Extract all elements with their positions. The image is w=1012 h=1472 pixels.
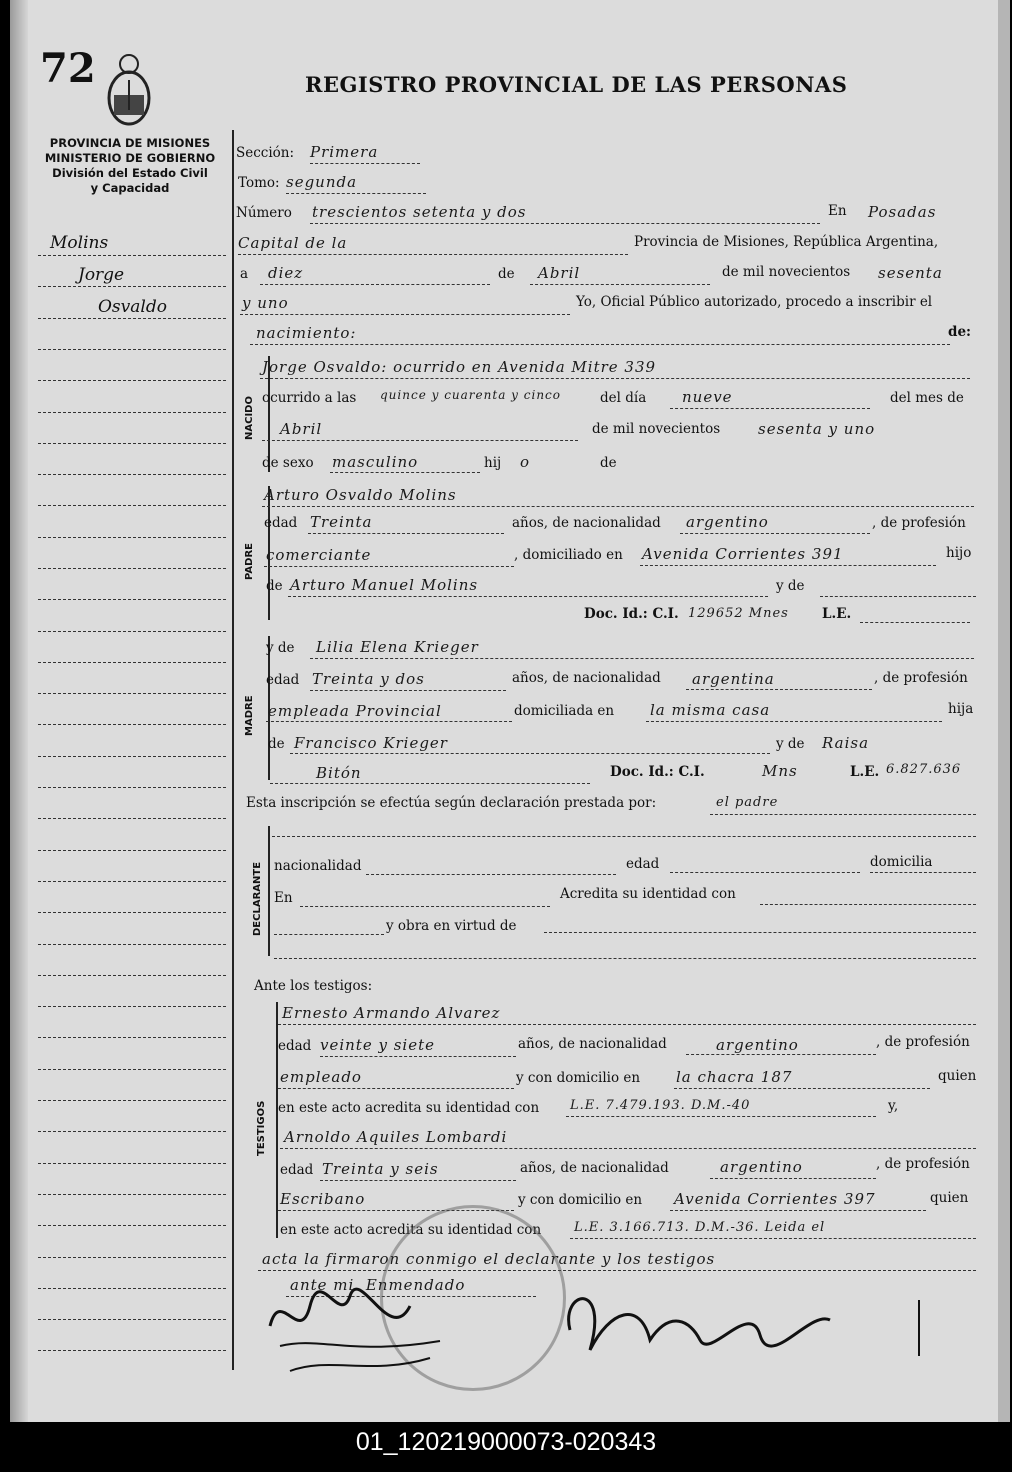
anio-value: sesenta <box>878 264 943 282</box>
ocurrido-label: ocurrido a las <box>262 390 357 406</box>
margin-ruled-line <box>38 631 226 632</box>
t2-edad-label: edad <box>280 1162 314 1178</box>
acto-value: nacimiento: <box>256 324 357 342</box>
margin-ruled-line <box>38 944 226 945</box>
padre-dom: Avenida Corrientes 391 <box>642 545 844 563</box>
margin-ruled-line <box>38 255 226 256</box>
anio-nac-value: sesenta y uno <box>758 420 876 438</box>
anio-cont-line <box>240 314 570 315</box>
acto-line <box>250 344 950 345</box>
margin-ruled-line <box>38 1100 226 1101</box>
margin-ruled-line <box>38 1163 226 1164</box>
obra-label: y obra en virtud de <box>386 918 517 934</box>
margin-ruled-line <box>38 693 226 694</box>
sexo-label: de sexo <box>262 455 314 471</box>
cierre-line-1-rule <box>258 1270 976 1271</box>
madre-prof-line <box>266 721 512 722</box>
t1-acredita-label: en este acto acredita su identidad con <box>278 1100 540 1116</box>
tomo-line <box>286 193 426 194</box>
padre-y-de-label: y de <box>776 578 805 594</box>
sexo-line <box>330 472 480 473</box>
padre-edad-label: edad <box>264 515 298 531</box>
dia-nac-line <box>670 408 870 409</box>
t2-nac-label: años, de nacionalidad <box>520 1160 669 1176</box>
t2-nac: argentino <box>720 1158 803 1176</box>
mes-value: Abril <box>538 264 581 282</box>
seccion-line <box>310 163 420 164</box>
declarante-domicilia-line <box>870 872 976 873</box>
padre-le-label: L.E. <box>822 606 852 622</box>
padre-prof-line <box>264 566 514 567</box>
obra-pre-line <box>274 934 384 935</box>
declarante-en-label: En <box>274 890 293 906</box>
seccion-label: Sección: <box>236 145 295 161</box>
t2-edad: Treinta y seis <box>322 1160 439 1178</box>
madre-edad: Treinta y dos <box>312 670 425 688</box>
margin-ruled-line <box>38 286 226 287</box>
t2-id-line <box>570 1238 976 1239</box>
cierre-line-2: ante mi. Enmendado <box>290 1276 466 1294</box>
acredita-label: Acredita su identidad con <box>560 886 736 902</box>
t2-id: L.E. 3.166.713. D.M.-36. Leida el <box>574 1220 826 1235</box>
issuing-authority: PROVINCIA DE MISIONES MINISTERIO DE GOBIERNO División del Estado Civil y Capacidad <box>44 136 216 195</box>
margin-ruled-line <box>38 912 226 913</box>
anio-cont-value: y uno <box>242 294 289 312</box>
declarante-name-line <box>272 836 976 837</box>
padre-edad: Treinta <box>310 513 373 531</box>
domiciliada-label: domiciliada en <box>514 703 615 719</box>
t1-quien-label: quien <box>938 1068 977 1084</box>
del-mes-label: del mes de <box>890 390 964 406</box>
declarante-nac-label: nacionalidad <box>274 858 362 874</box>
padre-doc-label: Doc. Id.: C.I. <box>584 606 679 622</box>
t2-acredita-label: en este acto acredita su identidad con <box>280 1222 542 1238</box>
margin-surname: Molins <box>50 233 109 253</box>
margin-ruled-line <box>38 505 226 506</box>
folio-number: 72 <box>40 45 96 92</box>
margin-ruled-line <box>38 1069 226 1070</box>
madre-le-label: L.E. <box>850 764 880 780</box>
madre-section-label: MADRE <box>244 695 255 736</box>
lugar-value: Posadas <box>868 203 937 221</box>
margin-first-name: Jorge <box>78 265 125 285</box>
madre-doc-label: Doc. Id.: C.I. <box>610 764 705 780</box>
t2-dom: Avenida Corrientes 397 <box>674 1190 876 1208</box>
t1-id: L.E. 7.479.193. D.M.-40 <box>570 1098 751 1113</box>
margin-ruled-line <box>38 443 226 444</box>
margin-middle-name: Osvaldo <box>98 297 167 317</box>
margin-ruled-line <box>38 975 226 976</box>
t1-prof-line <box>278 1088 514 1089</box>
mes-nac-value: Abril <box>280 420 323 438</box>
signature-declarant <box>260 1286 460 1386</box>
t2-prof: Escribano <box>280 1190 366 1208</box>
nacido-nombre-line <box>260 378 970 379</box>
obra-line <box>544 932 976 933</box>
hijo-label: hijo <box>946 545 972 561</box>
t1-dom: la chacra 187 <box>676 1068 793 1086</box>
padre-ci: 129652 Mnes <box>688 606 789 621</box>
padre-y-de-line <box>820 596 976 597</box>
mil-novecientos-label: de mil novecientos <box>722 264 851 280</box>
madre-edad-line <box>310 690 506 691</box>
capital-line <box>238 254 628 255</box>
de-colon-label: de: <box>948 324 972 340</box>
t1-dom-line <box>674 1088 930 1089</box>
t1-dom-label: y con domicilio en <box>516 1070 641 1086</box>
margin-ruled-line <box>38 756 226 757</box>
margin-ruled-line <box>38 662 226 663</box>
padre-prof-label: , de profesión <box>872 515 966 531</box>
padre-nac-line <box>680 533 870 534</box>
dia-line <box>260 284 490 285</box>
padre-section-label: PADRE <box>244 543 255 580</box>
madre-y-de-line <box>270 783 590 784</box>
coat-of-arms-icon <box>104 50 154 130</box>
madre-ci: Mns <box>762 762 798 780</box>
declarante-extra-line <box>274 958 976 959</box>
signature-official <box>550 1280 850 1370</box>
margin-ruled-line <box>38 724 226 725</box>
t2-quien-label: quien <box>930 1190 969 1206</box>
t2-nombre-line <box>280 1148 976 1149</box>
madre-nac: argentina <box>692 670 775 688</box>
de-label: de <box>498 266 515 282</box>
madre-prof: empleada Provincial <box>268 702 442 720</box>
margin-ruled-line <box>38 1350 226 1351</box>
dia-nac-value: nueve <box>682 388 733 406</box>
margin-ruled-line <box>38 380 226 381</box>
domiciliado-label: , domiciliado en <box>514 547 623 563</box>
dia-value: diez <box>268 264 304 282</box>
padre-dom-line <box>640 565 936 566</box>
margin-ruled-line <box>38 537 226 538</box>
t1-id-line <box>566 1116 876 1117</box>
padre-le-line <box>860 622 970 623</box>
t2-prof-label: , de profesión <box>876 1156 970 1172</box>
margin-ruled-line <box>38 787 226 788</box>
en-label: En <box>828 203 847 219</box>
t2-nac-line <box>710 1178 876 1179</box>
padre-de-line <box>288 596 768 597</box>
margin-ruled-line <box>38 599 226 600</box>
t1-edad: veinte y siete <box>320 1036 436 1054</box>
padre-de-label: de <box>266 578 283 594</box>
signature-mark <box>918 1300 920 1356</box>
nacido-nombre: Jorge Osvaldo: ocurrido en Avenida Mitre 339 <box>262 358 657 376</box>
file-identifier: 01_120219000073-020343 <box>355 1428 657 1456</box>
mil-nov-label: de mil novecientos <box>592 421 721 437</box>
t2-edad-line <box>320 1180 516 1181</box>
margin-ruled-line <box>38 1225 226 1226</box>
madre-y-de-label: y de <box>266 640 295 656</box>
margin-ruled-line <box>38 1319 226 1320</box>
hija-label: hija <box>948 701 974 717</box>
padre-de: Arturo Manuel Molins <box>290 576 479 594</box>
madre-le: 6.827.636 <box>886 762 962 777</box>
t1-y-label: y, <box>888 1098 899 1114</box>
madre-y-de-value: Raisa <box>822 734 870 752</box>
t1-nombre-line <box>278 1024 976 1025</box>
madre-edad-label: edad <box>266 672 300 688</box>
hij-label: hij <box>484 455 502 471</box>
t1-nac: argentino <box>716 1036 799 1054</box>
nacido-section-label: NACIDO <box>244 396 255 440</box>
declarante-line <box>710 814 976 815</box>
t1-edad-line <box>320 1056 516 1057</box>
t2-dom-label: y con domicilio en <box>518 1192 643 1208</box>
madre-y-de-value-2: Bitón <box>316 764 362 782</box>
t1-prof-label: , de profesión <box>876 1034 970 1050</box>
margin-ruled-line <box>38 412 226 413</box>
padre-edad-line <box>308 533 504 534</box>
margin-ruled-line <box>38 568 226 569</box>
padre-nombre-line <box>262 506 974 507</box>
hij-suffix: o <box>520 453 531 471</box>
numero-value: trescientos setenta y dos <box>312 203 527 221</box>
page-binding-edge <box>10 0 28 1422</box>
madre-de: Francisco Krieger <box>294 734 448 752</box>
inscripcion-label: Esta inscripción se efectúa según declaración prestada por: <box>246 795 657 811</box>
oficial-statement: Yo, Oficial Público autorizado, procedo a inscribir el <box>576 294 933 310</box>
margin-ruled-line <box>38 349 226 350</box>
padre-nombre: Arturo Osvaldo Molins <box>264 486 457 504</box>
margin-ruled-line <box>38 1006 226 1007</box>
padre-nac-label: años, de nacionalidad <box>512 515 661 531</box>
madre-nac-label: años, de nacionalidad <box>512 670 661 686</box>
declarante-edad-label: edad <box>626 856 660 872</box>
margin-ruled-line <box>38 818 226 819</box>
mes-line <box>530 284 710 285</box>
padre-prof: comerciante <box>266 546 372 564</box>
provincia-label: Provincia de Misiones, República Argentina, <box>634 234 939 250</box>
seccion-value: Primera <box>310 143 379 161</box>
tomo-label: Tomo: <box>238 175 280 191</box>
t1-prof: empleado <box>280 1068 362 1086</box>
madre-y-de-2-label: y de <box>776 736 805 752</box>
mes-nac-line <box>262 440 578 441</box>
tomo-value: segunda <box>286 173 358 191</box>
margin-ruled-line <box>38 318 226 319</box>
madre-nombre-line <box>310 658 974 659</box>
declarante-domicilia-label: domicilia <box>870 854 933 870</box>
t1-nombre: Ernesto Armando Alvarez <box>282 1004 501 1022</box>
margin-ruled-line <box>38 474 226 475</box>
margin-ruled-line <box>38 1257 226 1258</box>
declarante-edad-line <box>670 872 860 873</box>
acredita-line <box>760 904 976 905</box>
declarante-section-label: DECLARANTE <box>252 861 263 936</box>
numero-label: Número <box>236 205 292 221</box>
del-dia-label: del día <box>600 390 647 406</box>
ante-testigos-label: Ante los testigos: <box>254 978 373 994</box>
margin-ruled-line <box>38 1131 226 1132</box>
declarante-en-line <box>300 906 550 907</box>
t2-nombre: Arnoldo Aquiles Lombardi <box>284 1128 508 1146</box>
madre-dom-line <box>646 721 942 722</box>
margin-ruled-line <box>38 850 226 851</box>
numero-line <box>310 223 820 224</box>
padre-nac: argentino <box>686 513 769 531</box>
document-page <box>10 0 1010 1422</box>
margin-ruled-line <box>38 881 226 882</box>
madre-dom: la misma casa <box>650 701 771 719</box>
madre-de-line <box>290 753 770 754</box>
t2-dom-line <box>670 1210 926 1211</box>
madre-nac-line <box>686 689 872 690</box>
margin-ruled-line <box>38 1288 226 1289</box>
margin-ruled-line <box>38 1037 226 1038</box>
declarante-nac-line <box>366 874 616 875</box>
declarante-value: el padre <box>716 795 779 810</box>
madre-prof-label: , de profesión <box>874 670 968 686</box>
sexo-value: masculino <box>332 453 419 471</box>
t1-nac-line <box>686 1054 876 1055</box>
testigos-section-label: TESTIGOS <box>256 1100 267 1156</box>
margin-ruled-line <box>38 1194 226 1195</box>
t1-edad-label: edad <box>278 1038 312 1054</box>
document-title: REGISTRO PROVINCIAL DE LAS PERSONAS <box>305 72 848 97</box>
madre-de-label: de <box>268 736 285 752</box>
madre-nombre: Lilia Elena Krieger <box>316 638 479 656</box>
t1-nac-label: años, de nacionalidad <box>518 1036 667 1052</box>
de-label-2: de <box>600 455 617 471</box>
cierre-line-1: acta la firmaron conmigo el declarante y los testigos <box>262 1250 716 1268</box>
capital-value: Capital de la <box>238 234 348 252</box>
a-label: a <box>240 266 249 282</box>
page-right-edge <box>998 0 1010 1422</box>
hora-value: quince y cuarenta y cinco <box>380 388 561 402</box>
